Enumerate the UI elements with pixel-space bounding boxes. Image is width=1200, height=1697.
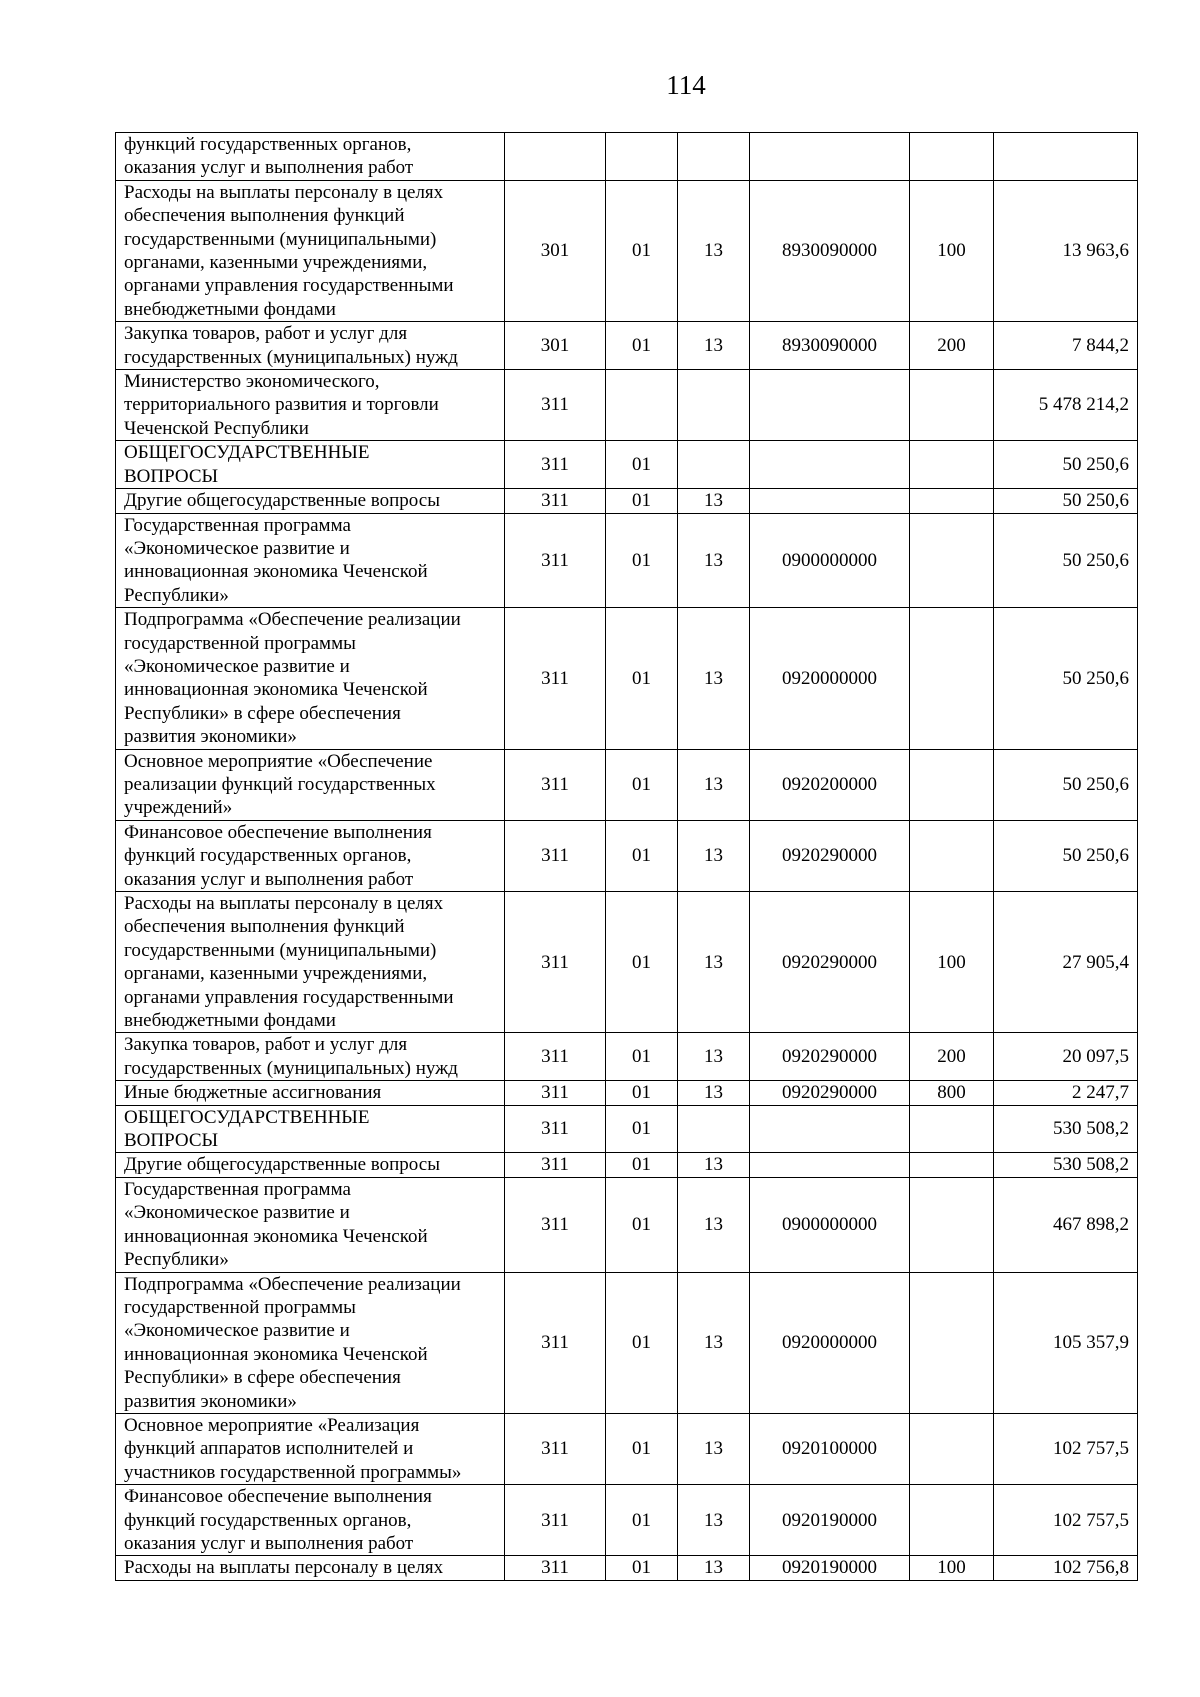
target-article-cell: 0920190000 xyxy=(750,1556,910,1580)
page-number: 114 xyxy=(666,70,706,100)
row-name-cell: Подпрограмма «Обеспечение реализации государственной программы «Экономическое развитие и инновационная экономика Чеченской Республики» в сфере обеспечения развития экономики» xyxy=(116,608,505,749)
ministry-code-cell: 311 xyxy=(505,892,606,1033)
section-code-cell: 01 xyxy=(606,1153,678,1177)
ministry-code-cell: 311 xyxy=(505,749,606,820)
target-article-cell xyxy=(750,1153,910,1177)
target-article-cell: 0920190000 xyxy=(750,1485,910,1556)
section-code-cell: 01 xyxy=(606,1033,678,1081)
amount-cell: 530 508,2 xyxy=(994,1105,1138,1153)
table-row xyxy=(116,1272,1138,1413)
target-article-cell: 0920290000 xyxy=(750,1081,910,1105)
ministry-code-cell: 311 xyxy=(505,1413,606,1484)
subsection-code-cell: 13 xyxy=(678,1177,750,1272)
table-row xyxy=(116,1556,1138,1580)
target-article-cell: 0900000000 xyxy=(750,513,910,608)
target-article-cell: 8930090000 xyxy=(750,322,910,370)
amount-cell: 102 757,5 xyxy=(994,1485,1138,1556)
amount-cell: 50 250,6 xyxy=(994,489,1138,513)
ministry-code-cell: 311 xyxy=(505,513,606,608)
table-row xyxy=(116,180,1138,321)
expense-type-cell xyxy=(910,489,994,513)
subsection-code-cell: 13 xyxy=(678,1556,750,1580)
table-row xyxy=(116,608,1138,749)
expense-type-cell xyxy=(910,133,994,181)
section-code-cell: 01 xyxy=(606,322,678,370)
table-row xyxy=(116,1485,1138,1556)
ministry-code-cell: 301 xyxy=(505,322,606,370)
ministry-code-cell: 311 xyxy=(505,1033,606,1081)
table-row xyxy=(116,441,1138,489)
subsection-code-cell: 13 xyxy=(678,892,750,1033)
row-name-cell: Государственная программа «Экономическое развитие и инновационная экономика Чеченской Республики» xyxy=(116,1177,505,1272)
target-article-cell xyxy=(750,370,910,441)
row-name-cell: Иные бюджетные ассигнования xyxy=(116,1081,505,1105)
section-code-cell: 01 xyxy=(606,820,678,891)
target-article-cell xyxy=(750,489,910,513)
section-code-cell: 01 xyxy=(606,1272,678,1413)
expense-type-cell: 100 xyxy=(910,1556,994,1580)
target-article-cell: 0900000000 xyxy=(750,1177,910,1272)
target-article-cell: 0920290000 xyxy=(750,892,910,1033)
table-row xyxy=(116,1153,1138,1177)
expense-type-cell: 100 xyxy=(910,180,994,321)
row-name-cell: Закупка товаров, работ и услуг для государственных (муниципальных) нужд xyxy=(116,1033,505,1081)
subsection-code-cell: 13 xyxy=(678,1153,750,1177)
section-code-cell: 01 xyxy=(606,892,678,1033)
target-article-cell: 0920000000 xyxy=(750,608,910,749)
subsection-code-cell xyxy=(678,133,750,181)
expense-type-cell xyxy=(910,1272,994,1413)
ministry-code-cell: 311 xyxy=(505,608,606,749)
expense-type-cell: 800 xyxy=(910,1081,994,1105)
table-row xyxy=(116,133,1138,181)
row-name-cell: Расходы на выплаты персоналу в целях xyxy=(116,1556,505,1580)
subsection-code-cell: 13 xyxy=(678,1272,750,1413)
row-name-cell: ОБЩЕГОСУДАРСТВЕННЫЕ ВОПРОСЫ xyxy=(116,441,505,489)
expense-type-cell xyxy=(910,749,994,820)
amount-cell: 5 478 214,2 xyxy=(994,370,1138,441)
table-row xyxy=(116,1081,1138,1105)
subsection-code-cell: 13 xyxy=(678,513,750,608)
row-name-cell: ОБЩЕГОСУДАРСТВЕННЫЕ ВОПРОСЫ xyxy=(116,1105,505,1153)
section-code-cell: 01 xyxy=(606,1177,678,1272)
amount-cell: 50 250,6 xyxy=(994,513,1138,608)
table-row xyxy=(116,1413,1138,1484)
section-code-cell: 01 xyxy=(606,1081,678,1105)
ministry-code-cell: 301 xyxy=(505,180,606,321)
ministry-code-cell: 311 xyxy=(505,1153,606,1177)
row-name-cell: Расходы на выплаты персоналу в целях обеспечения выполнения функций государственными (муниципальными) органами, казенными учреждениями, органами управления государственными внебюджетными фондами xyxy=(116,180,505,321)
amount-cell xyxy=(994,133,1138,181)
table-row xyxy=(116,1105,1138,1153)
table-row xyxy=(116,513,1138,608)
expense-type-cell xyxy=(910,1413,994,1484)
table-row xyxy=(116,322,1138,370)
target-article-cell: 0920290000 xyxy=(750,1033,910,1081)
subsection-code-cell: 13 xyxy=(678,322,750,370)
ministry-code-cell: 311 xyxy=(505,489,606,513)
section-code-cell xyxy=(606,370,678,441)
subsection-code-cell xyxy=(678,441,750,489)
expense-type-cell xyxy=(910,1105,994,1153)
row-name-cell: Основное мероприятие «Обеспечение реализации функций государственных учреждений» xyxy=(116,749,505,820)
expense-type-cell xyxy=(910,1177,994,1272)
table-row xyxy=(116,892,1138,1033)
table-row xyxy=(116,749,1138,820)
subsection-code-cell: 13 xyxy=(678,1081,750,1105)
amount-cell: 50 250,6 xyxy=(994,441,1138,489)
row-name-cell: Государственная программа «Экономическое развитие и инновационная экономика Чеченской Республики» xyxy=(116,513,505,608)
ministry-code-cell: 311 xyxy=(505,1105,606,1153)
amount-cell: 530 508,2 xyxy=(994,1153,1138,1177)
ministry-code-cell xyxy=(505,133,606,181)
expense-type-cell: 200 xyxy=(910,322,994,370)
subsection-code-cell: 13 xyxy=(678,180,750,321)
table-row xyxy=(116,1033,1138,1081)
section-code-cell: 01 xyxy=(606,608,678,749)
subsection-code-cell xyxy=(678,1105,750,1153)
target-article-cell xyxy=(750,1105,910,1153)
section-code-cell: 01 xyxy=(606,180,678,321)
target-article-cell: 0920100000 xyxy=(750,1413,910,1484)
ministry-code-cell: 311 xyxy=(505,820,606,891)
row-name-cell: Подпрограмма «Обеспечение реализации государственной программы «Экономическое развитие и инновационная экономика Чеченской Республики» в сфере обеспечения развития экономики» xyxy=(116,1272,505,1413)
target-article-cell: 0920200000 xyxy=(750,749,910,820)
ministry-code-cell: 311 xyxy=(505,1556,606,1580)
target-article-cell: 0920000000 xyxy=(750,1272,910,1413)
table-row xyxy=(116,820,1138,891)
ministry-code-cell: 311 xyxy=(505,1272,606,1413)
ministry-code-cell: 311 xyxy=(505,441,606,489)
row-name-cell: Закупка товаров, работ и услуг для государственных (муниципальных) нужд xyxy=(116,322,505,370)
row-name-cell: функций государственных органов, оказания услуг и выполнения работ xyxy=(116,133,505,181)
amount-cell: 50 250,6 xyxy=(994,820,1138,891)
subsection-code-cell: 13 xyxy=(678,489,750,513)
expense-type-cell: 100 xyxy=(910,892,994,1033)
target-article-cell: 8930090000 xyxy=(750,180,910,321)
section-code-cell: 01 xyxy=(606,489,678,513)
row-name-cell: Финансовое обеспечение выполнения функций государственных органов, оказания услуг и выполнения работ xyxy=(116,820,505,891)
expense-type-cell xyxy=(910,820,994,891)
subsection-code-cell: 13 xyxy=(678,749,750,820)
section-code-cell: 01 xyxy=(606,1105,678,1153)
expense-type-cell: 200 xyxy=(910,1033,994,1081)
table-row xyxy=(116,1177,1138,1272)
row-name-cell: Другие общегосударственные вопросы xyxy=(116,1153,505,1177)
table-row xyxy=(116,370,1138,441)
section-code-cell: 01 xyxy=(606,749,678,820)
row-name-cell: Основное мероприятие «Реализация функций аппаратов исполнителей и участников государственной программы» xyxy=(116,1413,505,1484)
section-code-cell: 01 xyxy=(606,513,678,608)
amount-cell: 13 963,6 xyxy=(994,180,1138,321)
section-code-cell: 01 xyxy=(606,1413,678,1484)
subsection-code-cell xyxy=(678,370,750,441)
row-name-cell: Министерство экономического, территориального развития и торговли Чеченской Республики xyxy=(116,370,505,441)
amount-cell: 102 757,5 xyxy=(994,1413,1138,1484)
amount-cell: 467 898,2 xyxy=(994,1177,1138,1272)
section-code-cell: 01 xyxy=(606,1556,678,1580)
row-name-cell: Другие общегосударственные вопросы xyxy=(116,489,505,513)
amount-cell: 102 756,8 xyxy=(994,1556,1138,1580)
section-code-cell: 01 xyxy=(606,441,678,489)
expense-type-cell xyxy=(910,1485,994,1556)
ministry-code-cell: 311 xyxy=(505,1081,606,1105)
table-row xyxy=(116,489,1138,513)
amount-cell: 50 250,6 xyxy=(994,749,1138,820)
row-name-cell: Расходы на выплаты персоналу в целях обеспечения выполнения функций государственными (муниципальными) органами, казенными учреждениями, органами управления государственными внебюджетными фондами xyxy=(116,892,505,1033)
expense-type-cell xyxy=(910,370,994,441)
target-article-cell xyxy=(750,133,910,181)
amount-cell: 50 250,6 xyxy=(994,608,1138,749)
subsection-code-cell: 13 xyxy=(678,1485,750,1556)
expense-type-cell xyxy=(910,513,994,608)
amount-cell: 2 247,7 xyxy=(994,1081,1138,1105)
ministry-code-cell: 311 xyxy=(505,1485,606,1556)
subsection-code-cell: 13 xyxy=(678,1413,750,1484)
subsection-code-cell: 13 xyxy=(678,1033,750,1081)
target-article-cell: 0920290000 xyxy=(750,820,910,891)
ministry-code-cell: 311 xyxy=(505,1177,606,1272)
section-code-cell: 01 xyxy=(606,1485,678,1556)
subsection-code-cell: 13 xyxy=(678,608,750,749)
expense-type-cell xyxy=(910,608,994,749)
amount-cell: 27 905,4 xyxy=(994,892,1138,1033)
subsection-code-cell: 13 xyxy=(678,820,750,891)
section-code-cell xyxy=(606,133,678,181)
amount-cell: 7 844,2 xyxy=(994,322,1138,370)
amount-cell: 20 097,5 xyxy=(994,1033,1138,1081)
expense-type-cell xyxy=(910,441,994,489)
row-name-cell: Финансовое обеспечение выполнения функций государственных органов, оказания услуг и выполнения работ xyxy=(116,1485,505,1556)
expense-type-cell xyxy=(910,1153,994,1177)
ministry-code-cell: 311 xyxy=(505,370,606,441)
amount-cell: 105 357,9 xyxy=(994,1272,1138,1413)
budget-table xyxy=(115,132,1138,1581)
target-article-cell xyxy=(750,441,910,489)
